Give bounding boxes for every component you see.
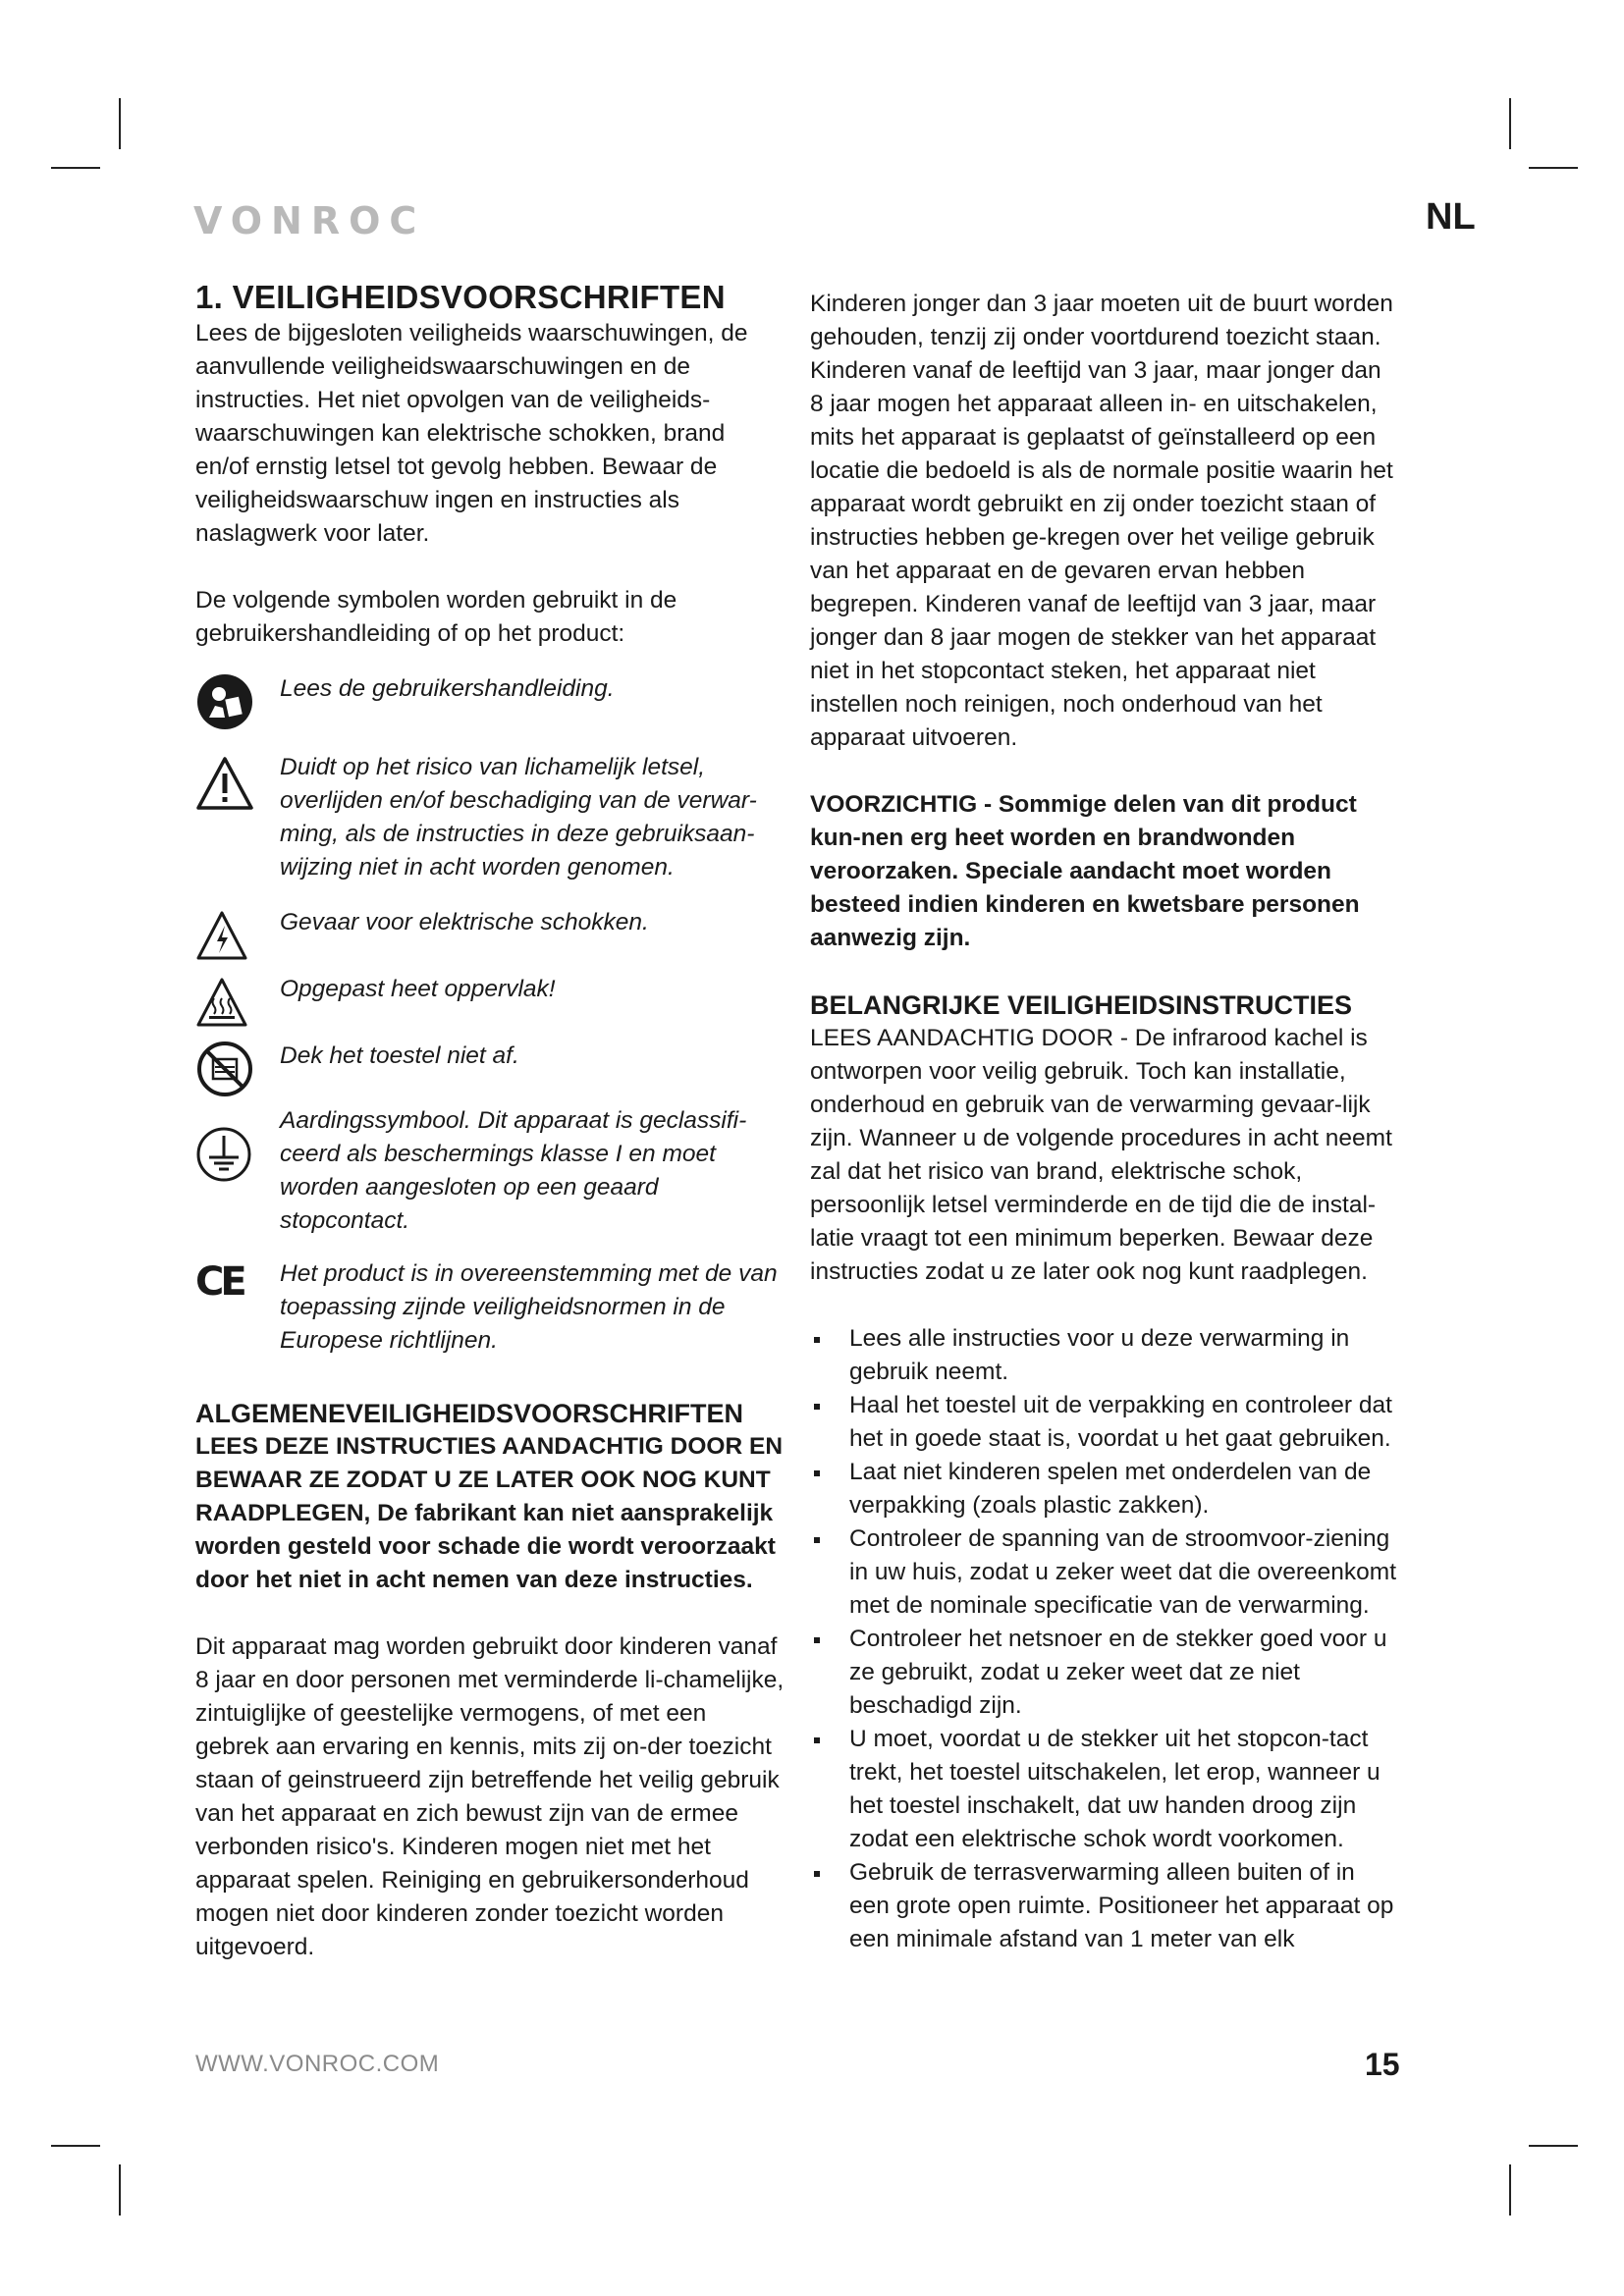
- list-item: Laat niet kinderen spelen met onderdelen van de verpakking (zoals plastic zakken).: [810, 1456, 1399, 1522]
- intro-paragraph: Lees de bijgesloten veiligheids waarschuwingen, de aanvullende veiligheidswaarschuwingen en de instructies. Het niet opvolgen van de veiligheids-waarschuwingen kan elektrische schokken, brand en/of ernstig letsel tot gevolg hebben. Bewaar de veiligheidswaarschuw ingen en instructies als naslagwerk voor later.: [195, 320, 748, 547]
- caution-paragraph: VOORZICHTIG - Sommige delen van dit product kun-nen erg heet worden en brandwonden veroorzaken. Speciale aandacht moet worden besteed indien kinderen en kwetsbare personen aanwezig zijn.: [810, 791, 1360, 951]
- electric-shock-icon: [195, 906, 258, 965]
- footer-url: WWW.VONROC.COM: [195, 2051, 440, 2077]
- earth-ground-icon: [195, 1104, 258, 1204]
- important-heading: BELANGRIJKE VEILIGHEIDSINSTRUCTIES: [810, 990, 1353, 1020]
- crop-mark: [1529, 2145, 1578, 2147]
- crop-mark: [1529, 167, 1578, 169]
- symbol-row: [195, 751, 785, 884]
- symbol-text: Gevaar voor elektrische schokken.: [280, 909, 649, 935]
- symbol-row: [195, 1040, 785, 1098]
- crop-mark: [51, 167, 100, 169]
- warning-icon: [195, 751, 258, 816]
- symbol-row: [195, 906, 785, 965]
- ce-mark: CE: [195, 1259, 244, 1305]
- right-column: [810, 288, 1399, 1956]
- list-item: Controleer het netsnoer en de stekker goed voor u ze gebruikt, zodat u zeker weet dat ze niet beschadigd zijn.: [810, 1623, 1399, 1723]
- children-paragraph-right: Kinderen jonger dan 3 jaar moeten uit de buurt worden gehouden, tenzij zij onder voortdurend toezicht staan. Kinderen vanaf de leeftijd van 3 jaar, maar jonger dan 8 jaar mogen het apparaat alleen in- en uitschakelen, mits het apparaat is geplaatst of geïnstalleerd op een locatie die bedoeld is als de normale positie waarin het apparaat wordt gebruikt en zij onder toezicht staan of instructies hebben ge-kregen over het veilige gebruik van het apparaat en de gevaren ervan hebben begrepen. Kinderen vanaf de leeftijd van 3 jaar, maar jonger dan 8 jaar mogen de stekker van het apparaat niet in het stopcontact steken, het apparaat niet instellen noch reinigen, noch onderhoud van het apparaat uitvoeren.: [810, 291, 1393, 751]
- symbol-row: [195, 672, 785, 731]
- read-manual-icon: [195, 672, 258, 731]
- symbol-text: Opgepast heet oppervlak!: [280, 976, 556, 1002]
- symbol-text: Dek het toestel niet af.: [280, 1042, 519, 1069]
- list-item: Gebruik de terrasverwarming alleen buiten of in een grote open ruimte. Positioneer het apparaat op een minimale afstand van 1 meter van elk: [810, 1856, 1399, 1956]
- symbol-text: Lees de gebruikershandleiding.: [280, 675, 615, 702]
- section-title: 1. VEILIGHEIDSVOORSCHRIFTEN: [195, 279, 726, 315]
- language-code: NL: [1426, 196, 1476, 238]
- symbol-text: Aardingssymbool. Dit apparaat is geclassifi-ceerd als beschermings klasse I en moet worden aangesloten op een geaard stopcontact.: [280, 1107, 747, 1234]
- ce-mark-icon: [195, 1257, 258, 1307]
- hot-surface-icon: [195, 973, 258, 1032]
- symbol-text: Duidt op het risico van lichamelijk letsel, overlijden en/of beschadiging van de verwar-ming, als de instructies in deze gebruiksaan-wijzing niet in acht worden genomen.: [280, 754, 757, 881]
- general-heading: ALGEMENEVEILIGHEIDSVOORSCHRIFTEN: [195, 1399, 744, 1428]
- symbol-text: Het product is in overeenstemming met de van toepassing zijnde veiligheidsnormen in de Europese richtlijnen.: [280, 1260, 778, 1354]
- symbols-intro: De volgende symbolen worden gebruikt in de gebruikershandleiding of op het product:: [195, 587, 677, 647]
- list-item: Lees alle instructies voor u deze verwarming in gebruik neemt.: [810, 1322, 1399, 1389]
- do-not-cover-icon: [195, 1040, 258, 1098]
- crop-mark: [51, 2145, 100, 2147]
- left-column: [195, 278, 785, 1964]
- crop-mark: [119, 98, 121, 149]
- symbol-row: [195, 1257, 785, 1358]
- list-item: Haal het toestel uit de verpakking en controleer dat het in goede staat is, voordat u het gaat gebruiken.: [810, 1389, 1399, 1456]
- general-bold-paragraph: LEES DEZE INSTRUCTIES AANDACHTIG DOOR EN BEWAAR ZE ZODAT U ZE LATER OOK NOG KUNT RAADPLEGEN, De fabrikant kan niet aansprakelijk worden gesteld voor schade die wordt veroorzaakt door het niet in acht nemen van deze instructies.: [195, 1433, 784, 1593]
- symbol-row: [195, 973, 785, 1032]
- list-item: Controleer de spanning van de stroomvoor-ziening in uw huis, zodat u zeker weet dat die overeenkomt met de nominale specificatie van de verwarming.: [810, 1522, 1399, 1623]
- crop-mark: [119, 2164, 121, 2216]
- list-item: U moet, voordat u de stekker uit het stopcon-tact trekt, het toestel uitschakelen, let erop, wanneer u het toestel inschakelt, dat uw handen droog zijn zodat een elektrische schok wordt voorkomen.: [810, 1723, 1399, 1856]
- crop-mark: [1509, 98, 1511, 149]
- brand-logo: VONROC: [193, 199, 426, 242]
- crop-mark: [1509, 2164, 1511, 2216]
- children-paragraph-left: Dit apparaat mag worden gebruikt door kinderen vanaf 8 jaar en door personen met verminderde li-chamelijke, zintuiglijke of geestelijke vermogens, of met een gebrek aan ervaring en kennis, mits zij on-der toezicht staan of geinstrueerd zijn betreffende het veilig gebruik van het apparaat en zich bewust zijn van de ermee verbonden risico's. Kinderen mogen niet met het apparaat spelen. Reiniging en gebruikersonderhoud mogen niet door kinderen zonder toezicht worden uitgevoerd.: [195, 1633, 785, 1960]
- page-number: 15: [1365, 2047, 1400, 2082]
- important-paragraph: LEES AANDACHTIG DOOR - De infrarood kachel is ontworpen voor veilig gebruik. Toch kan installatie, onderhoud en gebruik van de verwarming gevaar-lijk zijn. Wanneer u de volgende procedures in acht neemt zal dat het risico van brand, elektrische schok, persoonlijk letsel verminderde en de tijd die de instal-latie vraagt tot een minimum beperken. Bewaar deze instructies zodat u ze later ook nog kunt raadplegen.: [810, 1025, 1392, 1285]
- instruction-list: [810, 1322, 1399, 1956]
- symbol-row: [195, 1104, 785, 1238]
